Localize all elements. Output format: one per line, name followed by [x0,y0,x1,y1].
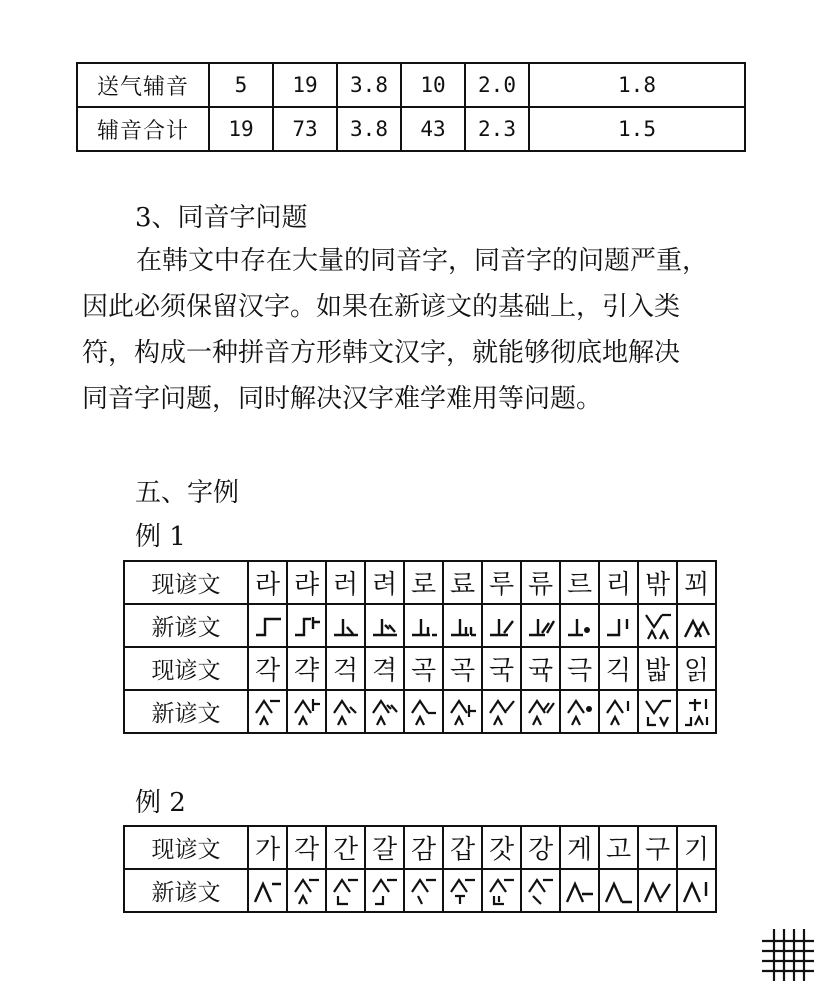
new-hangul-glyph-cell [326,604,365,647]
new-hangul-glyph-cell [404,869,443,912]
hangul-cell: 각 [248,647,287,690]
new-hangul-glyph-cell [482,690,521,733]
new-hangul-glyph-icon [447,874,479,908]
new-hangul-glyph-icon [681,874,713,908]
new-hangul-glyph-cell [287,690,326,733]
new-hangul-glyph-cell [521,690,560,733]
new-hangul-glyph-icon [564,874,596,908]
table-row [124,869,716,912]
section-heading: 五、字例 [135,478,240,508]
row-label: 现谚文 [124,647,248,690]
new-hangul-glyph-cell [677,604,716,647]
hangul-cell: 고 [599,826,638,869]
table-cell: 10 [401,63,465,107]
hangul-cell: 구 [638,826,677,869]
hangul-cell: 밖 [638,561,677,604]
hangul-cell: 리 [599,561,638,604]
new-hangul-glyph-icon [564,609,596,643]
new-hangul-glyph-icon [642,874,674,908]
new-hangul-glyph-icon [681,695,713,729]
new-hangul-glyph-icon [486,609,518,643]
row-label: 送气辅音 [77,63,209,107]
new-hangul-glyph-cell [599,690,638,733]
table-row [77,107,745,151]
example2-table [123,825,717,913]
new-hangul-glyph-icon [447,609,479,643]
new-hangul-glyph-cell [521,869,560,912]
hangul-cell: 러 [326,561,365,604]
new-hangul-glyph-cell [365,869,404,912]
new-hangul-glyph-cell [326,690,365,733]
row-label: 新谚文 [124,869,248,912]
new-hangul-glyph-cell [404,690,443,733]
new-hangul-glyph-icon [525,609,557,643]
hangul-cell: 감 [404,826,443,869]
table-row [124,561,716,604]
hangul-cell: 려 [365,561,404,604]
new-hangul-glyph-cell [599,604,638,647]
new-hangul-glyph-icon [408,695,440,729]
new-hangul-glyph-cell [404,604,443,647]
new-hangul-glyph-icon [603,609,635,643]
table-row [124,690,716,733]
new-hangul-glyph-icon [408,874,440,908]
new-hangul-glyph-icon [681,609,713,643]
table-cell: 43 [401,107,465,151]
new-hangul-glyph-cell [365,604,404,647]
hangul-cell: 긱 [599,647,638,690]
paragraph-line: 同音字问题，同时解决汉字难学难用等问题。 [82,384,603,414]
new-hangul-glyph-cell [248,690,287,733]
table-cell: 3.8 [337,107,401,151]
example-label: 例 2 [135,788,186,818]
hangul-cell: 갓 [482,826,521,869]
new-hangul-glyph-icon [291,874,323,908]
new-hangul-glyph-icon [486,695,518,729]
new-hangul-glyph-cell [638,604,677,647]
hangul-cell: 라 [248,561,287,604]
row-label: 辅音合计 [77,107,209,151]
paragraph-line: 在韩文中存在大量的同音字，同音字的问题严重， [136,246,709,276]
new-hangul-glyph-cell [443,690,482,733]
table-row [124,826,716,869]
new-hangul-glyph-cell [638,690,677,733]
new-hangul-glyph-icon [603,874,635,908]
hangul-cell: 기 [677,826,716,869]
hangul-cell: 가 [248,826,287,869]
table-cell: 2.0 [465,63,529,107]
new-hangul-glyph-cell [560,690,599,733]
new-hangul-glyph-cell [326,869,365,912]
example-label: 例 1 [135,522,186,552]
new-hangul-glyph-cell [677,869,716,912]
table-cell: 1.5 [529,107,745,151]
new-hangul-glyph-cell [248,604,287,647]
hangul-cell: 극 [560,647,599,690]
hangul-cell: 료 [443,561,482,604]
table-cell: 73 [273,107,337,151]
hangul-cell: 로 [404,561,443,604]
paragraph-line: 因此必须保留汉字。如果在新谚文的基础上，引入类 [82,292,681,322]
new-hangul-glyph-icon [369,695,401,729]
hangul-cell: 루 [482,561,521,604]
new-hangul-glyph-icon [486,874,518,908]
new-hangul-glyph-icon [252,695,284,729]
new-hangul-glyph-cell [677,690,716,733]
paragraph-line: 符，构成一种拼音方形韩文汉字，就能够彻底地解决 [82,338,681,368]
table-cell: 1.8 [529,63,745,107]
hangul-cell: 국 [482,647,521,690]
new-hangul-glyph-icon [408,609,440,643]
new-hangul-glyph-icon [525,695,557,729]
example1-table [123,560,717,734]
hangul-cell: 걱 [326,647,365,690]
row-label: 新谚文 [124,604,248,647]
table-row [77,63,745,107]
new-hangul-glyph-icon [291,695,323,729]
new-hangul-glyph-cell [248,869,287,912]
new-hangul-glyph-icon [330,874,362,908]
table-row [124,647,716,690]
new-hangul-glyph-icon [252,874,284,908]
hangul-cell: 게 [560,826,599,869]
new-hangul-glyph-icon [603,695,635,729]
new-hangul-glyph-cell [521,604,560,647]
body-paragraph [82,238,782,422]
hangul-cell: 갹 [287,647,326,690]
new-hangul-glyph-icon [369,874,401,908]
hangul-cell: 읽 [677,647,716,690]
new-hangul-glyph-icon [252,609,284,643]
hangul-cell: 강 [521,826,560,869]
new-hangul-glyph-cell [287,604,326,647]
stats-table [76,62,746,152]
new-hangul-glyph-cell [638,869,677,912]
hangul-cell: 간 [326,826,365,869]
grid-logo-icon [760,927,816,983]
new-hangul-glyph-icon [330,695,362,729]
row-label: 新谚文 [124,690,248,733]
hangul-cell: 귝 [521,647,560,690]
new-hangul-glyph-icon [525,874,557,908]
table-row [124,604,716,647]
hangul-cell: 꾀 [677,561,716,604]
hangul-cell: 갑 [443,826,482,869]
hangul-cell: 각 [287,826,326,869]
hangul-cell: 갈 [365,826,404,869]
new-hangul-glyph-cell [482,604,521,647]
new-hangul-glyph-cell [443,869,482,912]
new-hangul-glyph-icon [291,609,323,643]
new-hangul-glyph-cell [443,604,482,647]
new-hangul-glyph-cell [560,604,599,647]
hangul-cell: 르 [560,561,599,604]
new-hangul-glyph-icon [447,695,479,729]
new-hangul-glyph-icon [369,609,401,643]
hangul-cell: 류 [521,561,560,604]
new-hangul-glyph-icon [330,609,362,643]
row-label: 现谚文 [124,826,248,869]
new-hangul-glyph-cell [599,869,638,912]
new-hangul-glyph-cell [365,690,404,733]
new-hangul-glyph-cell [560,869,599,912]
new-hangul-glyph-icon [642,609,674,643]
new-hangul-glyph-icon [564,695,596,729]
new-hangul-glyph-cell [287,869,326,912]
table-cell: 19 [273,63,337,107]
section-heading: 3、同音字问题 [135,203,308,233]
new-hangul-glyph-icon [642,695,674,729]
hangul-cell: 곡 [404,647,443,690]
hangul-cell: 밟 [638,647,677,690]
table-cell: 19 [209,107,273,151]
row-label: 现谚文 [124,561,248,604]
table-cell: 5 [209,63,273,107]
hangul-cell: 곡 [443,647,482,690]
table-cell: 2.3 [465,107,529,151]
new-hangul-glyph-cell [482,869,521,912]
hangul-cell: 랴 [287,561,326,604]
hangul-cell: 격 [365,647,404,690]
table-cell: 3.8 [337,63,401,107]
